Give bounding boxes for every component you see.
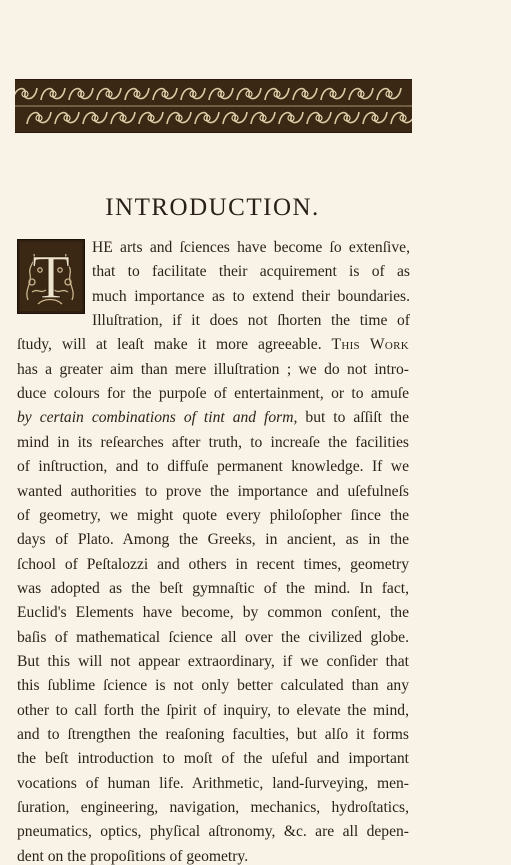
text-line (17, 605, 409, 621)
text-segment: wanted authorities to prove the importance and uſefulneſs (17, 482, 409, 500)
text-line (17, 386, 409, 402)
text-segment: dent on the propoſitions of geometry. (17, 847, 249, 865)
text-line (17, 435, 409, 451)
text-line (17, 337, 409, 353)
text-line (17, 678, 409, 694)
text-segment: pneumatics, optics, phyſical aſtronomy, &c. are all depen- (17, 823, 409, 841)
text-segment: that to facilitate their acquirement is of as (92, 263, 410, 281)
text-line (92, 313, 410, 329)
text-segment: has a greater aim than mere illuſtration ; we do not intro- (17, 360, 409, 378)
text-line (17, 410, 409, 426)
ornamental-headpiece (15, 79, 412, 133)
text-segment: mind in its reſearches after truth, to increaſe the facilities (17, 433, 409, 451)
text-segment: ſuration, engineering, navigation, mechanics, hydroſtatics, (17, 799, 409, 817)
text-segment: vocations of human life. Arithmetic, land-ſurveying, men- (17, 774, 409, 792)
text-segment: and to ſtrengthen the reaſoning faculties, but alſo it forms (17, 726, 409, 743)
text-line (92, 264, 410, 280)
text-segment: was adopted as the beſt gymnaſtic of the mind. In fact, (17, 579, 409, 597)
text-line (17, 484, 409, 500)
text-line (17, 751, 409, 767)
text-line (17, 581, 409, 597)
text-segment: Euclid's Elements have become, by common conſent, the (17, 604, 409, 622)
text-segment: other to call forth the ſpirit of inquiry, to elevate the mind, (17, 701, 409, 719)
text-line (17, 508, 409, 524)
text-segment: but to aſſiſt the (297, 409, 409, 427)
text-segment: days of Plato. Among the Greeks, in ancient, as in the (17, 531, 409, 549)
text-line (17, 849, 409, 865)
text-segment: the beſt introduction to moſt of the uſeful and important (17, 750, 409, 768)
text-segment: But this will not appear extraordinary, if we conſider that (17, 652, 409, 670)
text-line (92, 289, 410, 305)
text-line (17, 727, 409, 743)
drop-cap-letter: T (32, 244, 70, 312)
text-segment: This Work (331, 336, 409, 354)
text-segment: of geometry, we might quote every philoſopher ſince the (17, 506, 409, 524)
text-line (17, 630, 409, 646)
text-segment: ſtudy, will at leaſt make it more agreeable. (17, 336, 332, 354)
text-segment: much importance as to extend their boundaries. (92, 287, 410, 305)
text-segment: Illuſtration, if it does not ſhorten the time of (92, 312, 410, 330)
text-line (17, 557, 409, 573)
text-segment: HE arts and ſciences have become ſo extenſive, (92, 239, 410, 256)
text-segment: by certain combinations of tint and form, (17, 409, 298, 427)
text-line (17, 459, 409, 475)
text-segment: baſis of mathematical ſcience all over the civilized globe. (17, 628, 409, 646)
drop-cap-initial (17, 239, 85, 314)
text-line (17, 824, 409, 840)
text-line (17, 654, 409, 670)
text-segment: this ſublime ſcience is not only better calculated than any (17, 677, 409, 695)
text-line (17, 703, 409, 719)
text-segment: ſchool of Peſtalozzi and others in recent times, geometry (17, 555, 409, 573)
text-line (17, 362, 409, 378)
text-segment: duce colours for the purpoſe of entertainment, or to amuſe (17, 385, 409, 403)
text-line (17, 776, 409, 792)
text-segment: of inſtruction, and to diffuſe permanent knowledge. If we (17, 458, 409, 476)
text-line (17, 532, 409, 548)
text-line (92, 240, 410, 256)
text-line (17, 800, 409, 816)
page-title: INTRODUCTION. (105, 194, 320, 221)
